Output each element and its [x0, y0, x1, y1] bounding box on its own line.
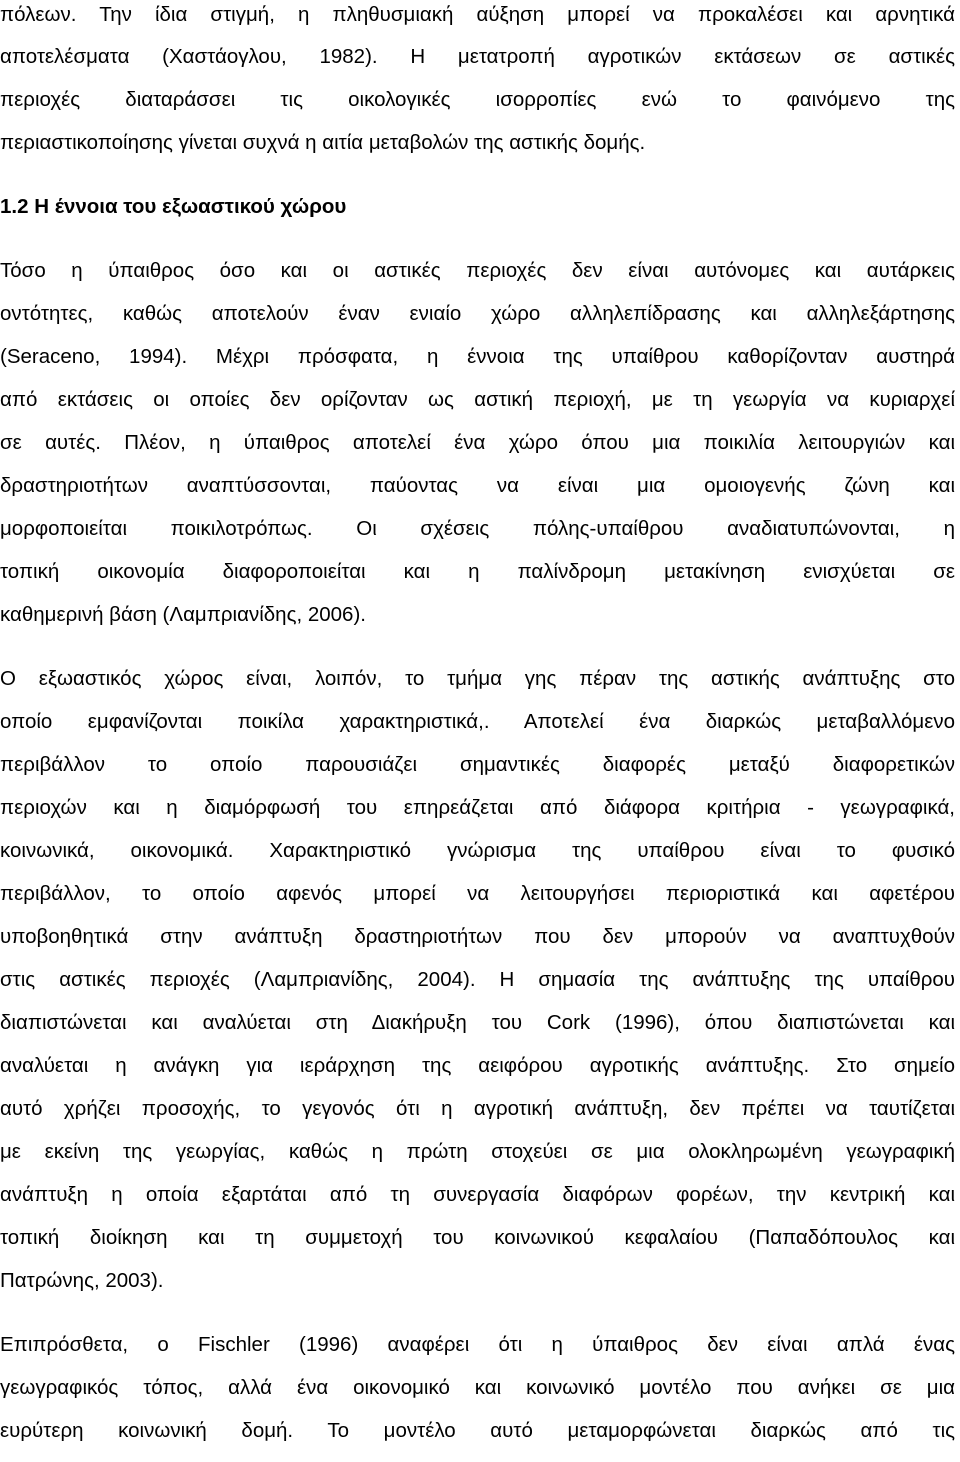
paragraph-3-line: υποβοηθητικά στην ανάπτυξη δραστηριοτήτων που δεν μπορούν να αναπτυχθούν — [0, 925, 955, 948]
paragraph-3-line: περιβάλλον, το οποίο αφενός μπορεί να λειτουργήσει περιοριστικά και αφετέρου — [0, 882, 955, 905]
paragraph-2-line: μορφοποιείται ποικιλοτρόπως. Οι σχέσεις πόλης-υπαίθρου αναδιατυπώνονται, η — [0, 517, 955, 540]
paragraph-3-line: Πατρώνης, 2003). — [0, 1269, 164, 1292]
paragraph-3-line: αυτό χρήζει προσοχής, το γεγονός ότι η αγροτική ανάπτυξη, δεν πρέπει να ταυτίζεται — [0, 1097, 955, 1120]
paragraph-1-line: πόλεων. Την ίδια στιγμή, η πληθυσμιακή αύξηση μπορεί να προκαλέσει και αρνητικά — [0, 3, 955, 26]
paragraph-3-line: με εκείνη της γεωργίας, καθώς η πρώτη στοχεύει σε μια ολοκληρωμένη γεωγραφική — [0, 1140, 955, 1163]
paragraph-3-line: περιβάλλον το οποίο παρουσιάζει σημαντικές διαφορές μεταξύ διαφορετικών — [0, 753, 955, 776]
paragraph-1-line: περιαστικοποίησης γίνεται συχνά η αιτία μεταβολών της αστικής δομής. — [0, 131, 646, 154]
paragraph-3-line: περιοχών και η διαμόρφωσή του επηρεάζεται από διάφορα κριτήρια - γεωγραφικά, — [0, 796, 955, 819]
paragraph-2-line: από εκτάσεις οι οποίες δεν ορίζονταν ως αστική περιοχή, με τη γεωργία να κυριαρχεί — [0, 388, 955, 411]
paragraph-3-line: στις αστικές περιοχές (Λαμπριανίδης, 2004). Η σημασία της ανάπτυξης της υπαίθρου — [0, 968, 955, 991]
paragraph-1-line: αποτελέσματα (Χαστάογλου, 1982). Η μετατροπή αγροτικών εκτάσεων σε αστικές — [0, 45, 955, 68]
paragraph-2-line: καθημερινή βάση (Λαμπριανίδης, 2006). — [0, 603, 366, 626]
paragraph-3-line: αναλύεται η ανάγκη για ιεράρχηση της αειφόρου αγροτικής ανάπτυξης. Στο σημείο — [0, 1054, 955, 1077]
paragraph-3-line: Ο εξωαστικός χώρος είναι, λοιπόν, το τμήμα γης πέραν της αστικής ανάπτυξης στο — [0, 667, 955, 690]
paragraph-1-line: περιοχές διαταράσσει τις οικολογικές ισορροπίες ενώ το φαινόμενο της — [0, 88, 955, 111]
paragraph-3-line: ανάπτυξη η οποία εξαρτάται από τη συνεργασία διαφόρων φορέων, την κεντρική και — [0, 1183, 955, 1206]
paragraph-3-line: οποίο εμφανίζονται ποικίλα χαρακτηριστικά,. Αποτελεί ένα διαρκώς μεταβαλλόμενο — [0, 710, 955, 733]
paragraph-2-line: οντότητες, καθώς αποτελούν έναν ενιαίο χώρο αλληλεπίδρασης και αλληλεξάρτησης — [0, 302, 955, 325]
paragraph-3-line: διαπιστώνεται και αναλύεται στη Διακήρυξη του Cork (1996), όπου διαπιστώνεται και — [0, 1011, 955, 1034]
paragraph-2-line: δραστηριοτήτων αναπτύσσονται, παύοντας να είναι μια ομοιογενής ζώνη και — [0, 474, 955, 497]
paragraph-2-line: (Seraceno, 1994). Μέχρι πρόσφατα, η έννοια της υπαίθρου καθορίζονταν αυστηρά — [0, 345, 955, 368]
section-heading: 1.2 Η έννοια του εξωαστικού χώρου — [0, 195, 347, 218]
paragraph-2-line: Τόσο η ύπαιθρος όσο και οι αστικές περιοχές δεν είναι αυτόνομες και αυτάρκεις — [0, 259, 955, 282]
paragraph-3-line: κοινωνικά, οικονομικά. Χαρακτηριστικό γνώρισμα της υπαίθρου είναι το φυσικό — [0, 839, 955, 862]
paragraph-4-line: ευρύτερη κοινωνική δομή. Το μοντέλο αυτό μεταμορφώνεται διαρκώς από τις — [0, 1419, 955, 1442]
paragraph-4-line: γεωγραφικός τόπος, αλλά ένα οικονομικό και κοινωνικό μοντέλο που ανήκει σε μια — [0, 1376, 955, 1399]
paragraph-2-line: σε αυτές. Πλέον, η ύπαιθρος αποτελεί ένα χώρο όπου μια ποικιλία λειτουργιών και — [0, 431, 955, 454]
paragraph-4-line: Επιπρόσθετα, ο Fischler (1996) αναφέρει ότι η ύπαιθρος δεν είναι απλά ένας — [0, 1333, 955, 1356]
paragraph-2-line: τοπική οικονομία διαφοροποιείται και η παλίνδρομη μετακίνηση ενισχύεται σε — [0, 560, 955, 583]
paragraph-3-line: τοπική διοίκηση και τη συμμετοχή του κοινωνικού κεφαλαίου (Παπαδόπουλος και — [0, 1226, 955, 1249]
